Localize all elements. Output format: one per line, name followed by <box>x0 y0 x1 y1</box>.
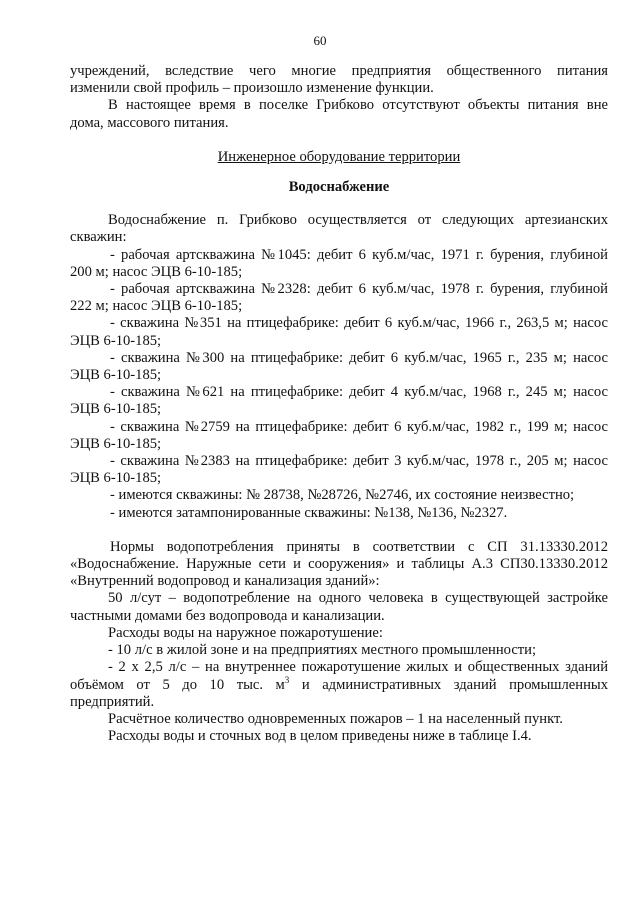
text-line: Расходы воды и сточных вод в целом приведены ниже в таблице I.4. <box>108 728 532 745</box>
text-line: ЭЦВ 6-10-185; <box>70 367 162 384</box>
list-item: - скважина №2759 на птицефабрике: дебит 6 куб.м/час, 1982 г., 199 м; насос <box>110 418 608 435</box>
text-line: 50 л/сут – водопотребление на одного человека в существующей застройке <box>108 590 608 607</box>
text-line: ЭЦВ 6-10-185; <box>70 435 162 452</box>
list-item: - имеются скважины: № 28738, №28726, №2746, их состояние неизвестно; <box>110 487 575 504</box>
text-line: Расходы воды на наружное пожаротушение: <box>108 624 383 641</box>
document-body <box>70 63 608 745</box>
list-item: - скважина №621 на птицефабрике: дебит 4 куб.м/час, 1968 г., 245 м; насос <box>110 384 608 401</box>
list-item: - скважина №2383 на птицефабрике: дебит 3 куб.м/час, 1978 г., 205 м; насос <box>110 453 608 470</box>
text-line: скважин: <box>70 229 127 246</box>
text-line: «Внутренний водопровод и канализация зданий»: <box>70 573 380 590</box>
text-fragment: объёмом от 5 до 10 тыс. м <box>70 676 285 693</box>
list-item: - скважина №300 на птицефабрике: дебит 6 куб.м/час, 1965 г., 235 м; насос <box>110 349 608 366</box>
list-item: - рабочая артскважина №1045: дебит 6 куб.м/час, 1971 г. бурения, глубиной <box>110 246 608 263</box>
list-item: - 2 х 2,5 л/с – на внутреннее пожаротушение жилых и общественных зданий <box>108 659 608 676</box>
text-line: Водоснабжение п. Грибково осуществляется от следующих артезианских <box>108 212 608 229</box>
superscript: 3 <box>284 674 290 685</box>
list-item: - имеются затампонированные скважины: №138, №136, №2327. <box>110 504 508 521</box>
list-item: - скважина №351 на птицефабрике: дебит 6 куб.м/час, 1966 г., 263,5 м; насос <box>110 315 608 332</box>
text-line: частными домами без водопровода и канализации. <box>70 607 385 624</box>
text-line: ЭЦВ 6-10-185; <box>70 470 162 487</box>
text-line: предприятий. <box>70 693 155 710</box>
text-line: «Водоснабжение. Наружные сети и сооружения» и таблицы А.3 СП30.13330.2012 <box>70 556 608 573</box>
text-line: Нормы водопотребления приняты в соответствии с СП 31.13330.2012 <box>110 538 608 555</box>
subsection-title: Водоснабжение <box>288 179 390 196</box>
text-line <box>70 674 608 694</box>
text-line: ЭЦВ 6-10-185; <box>70 401 162 418</box>
text-line: учреждений, вследствие чего многие предприятия общественного питания <box>70 63 608 79</box>
text-line: дома, массового питания. <box>70 114 229 131</box>
text-fragment: и административных зданий промышленных <box>289 676 608 693</box>
list-item: - рабочая артскважина №2328: дебит 6 куб.м/час, 1978 г. бурения, глубиной <box>110 281 608 298</box>
text-line: 222 м; насос ЭЦВ 6-10-185; <box>70 298 243 315</box>
section-title: Инженерное оборудование территории <box>217 148 461 165</box>
list-item: - 10 л/с в жилой зоне и на предприятиях местного промышленности; <box>108 642 537 659</box>
page-number: 60 <box>313 33 327 48</box>
text-line: изменили свой профиль – произошло изменение функции. <box>70 80 434 97</box>
text-line: В настоящее время в поселке Грибково отсутствуют объекты питания вне <box>108 97 608 114</box>
text-line: Расчётное количество одновременных пожаров – 1 на населенный пункт. <box>108 710 563 727</box>
text-line: ЭЦВ 6-10-185; <box>70 332 162 349</box>
text-line: 200 м; насос ЭЦВ 6-10-185; <box>70 263 243 280</box>
